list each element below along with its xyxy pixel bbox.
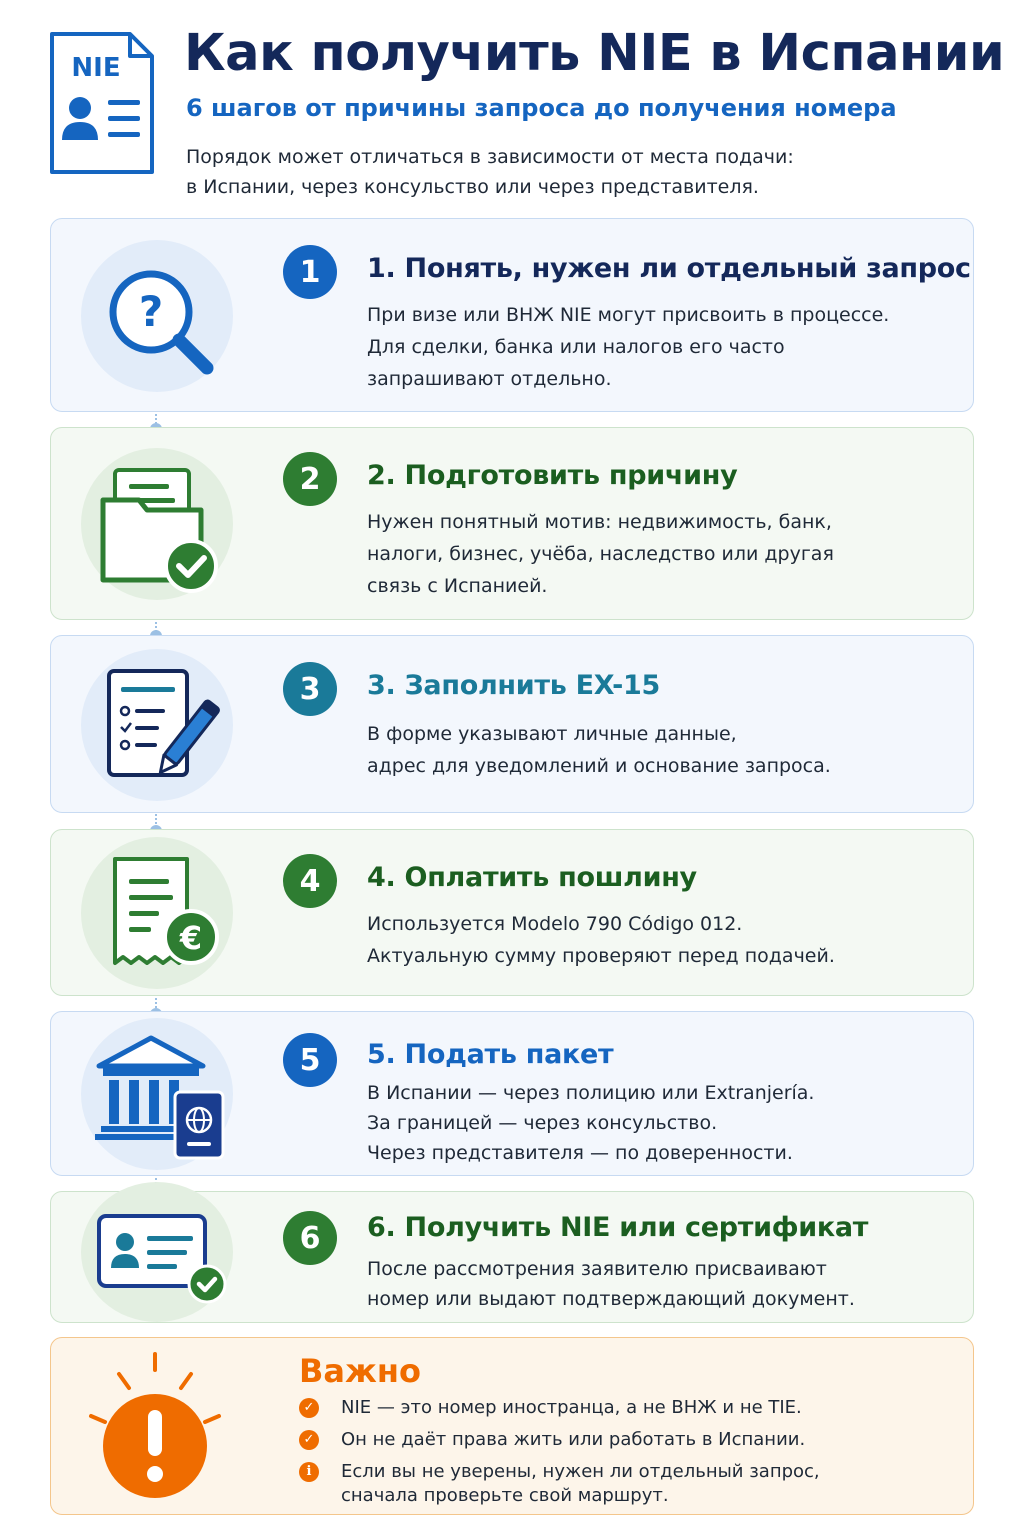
svg-text:?: ? — [138, 287, 164, 336]
step-line: В форме указывают личные данные, — [367, 723, 737, 745]
important-box — [50, 1337, 974, 1515]
step-icon-circle — [81, 240, 233, 392]
step-icon-circle — [81, 1182, 233, 1322]
step-line: Используется Modelo 790 Código 012. — [367, 913, 743, 935]
step-description — [367, 506, 957, 602]
folder-check-icon — [81, 448, 233, 600]
nie-document-icon — [48, 30, 156, 176]
form-pen-icon — [81, 649, 233, 801]
step-icon-circle — [81, 837, 233, 989]
step-line: Через представителя — по доверенности. — [367, 1142, 793, 1164]
check-icon: ✓ — [299, 1430, 319, 1450]
important-line: Он не даёт права жить или работать в Испании. — [341, 1429, 806, 1450]
step-number-badge: 5 — [283, 1033, 337, 1087]
important-line: сначала проверьте свой маршрут. — [341, 1485, 669, 1506]
header — [0, 0, 1024, 210]
important-line: Если вы не уверены, нужен ли отдельный запрос, — [341, 1461, 820, 1482]
step-line: После рассмотрения заявителю присваивают — [367, 1258, 827, 1280]
note-line: в Испании, через консульство или через представителя. — [186, 176, 759, 198]
step-number-badge: 1 — [283, 245, 337, 299]
step-line: адрес для уведомлений и основание запроса. — [367, 755, 831, 777]
step-line: В Испании — через полицию или Extranjería. — [367, 1082, 815, 1104]
note-line: Порядок может отличаться в зависимости от места подачи: — [186, 146, 794, 168]
step-number-badge: 2 — [283, 452, 337, 506]
step-number-badge: 4 — [283, 854, 337, 908]
step-description — [367, 908, 957, 972]
step-icon-circle — [81, 448, 233, 600]
step-line: При визе или ВНЖ NIE могут присвоить в процессе. — [367, 304, 890, 326]
step-card-4 — [50, 829, 974, 996]
svg-text:€: € — [179, 919, 203, 957]
important-line: NIE — это номер иностранца, а не ВНЖ и не TIE. — [341, 1397, 802, 1418]
page-subtitle: 6 шагов от причины запроса до получения номера — [186, 94, 897, 122]
step-title: 2. Подготовить причину — [367, 460, 738, 491]
important-title: Важно — [299, 1352, 421, 1390]
step-line: налоги, бизнес, учёба, наследство или другая — [367, 543, 834, 565]
step-icon-circle — [81, 649, 233, 801]
step-description — [367, 718, 957, 782]
step-icon-circle — [81, 1018, 233, 1170]
step-line: запрашивают отдельно. — [367, 368, 612, 390]
step-card-6 — [50, 1191, 974, 1323]
step-description — [367, 299, 957, 395]
step-number-badge: 6 — [283, 1211, 337, 1265]
receipt-euro-icon — [81, 837, 233, 989]
step-description — [367, 1254, 957, 1314]
step-number-badge: 3 — [283, 662, 337, 716]
building-passport-icon — [81, 1018, 233, 1170]
important-item — [299, 1396, 820, 1420]
step-card-5 — [50, 1011, 974, 1176]
step-line: Для сделки, банка или налогов его часто — [367, 336, 785, 358]
check-icon: ✓ — [299, 1398, 319, 1418]
step-card-3 — [50, 635, 974, 813]
doc-icon-label: NIE — [71, 53, 121, 83]
step-card-2 — [50, 427, 974, 620]
step-title: 5. Подать пакет — [367, 1039, 614, 1070]
step-description — [367, 1078, 957, 1168]
step-line: связь с Испанией. — [367, 575, 548, 597]
id-card-check-icon — [81, 1182, 233, 1322]
important-list — [299, 1396, 820, 1516]
step-title: 1. Понять, нужен ли отдельный запрос — [367, 253, 971, 284]
important-item — [299, 1428, 820, 1452]
step-title: 4. Оплатить пошлину — [367, 862, 697, 893]
step-card-1 — [50, 218, 974, 412]
step-title: 3. Заполнить EX-15 — [367, 670, 660, 701]
info-icon: i — [299, 1462, 319, 1482]
header-note — [186, 142, 794, 202]
step-line: Нужен понятный мотив: недвижимость, банк, — [367, 511, 832, 533]
exclamation-icon — [81, 1350, 271, 1502]
question-magnifier-icon — [81, 240, 233, 392]
step-title: 6. Получить NIE или сертификат — [367, 1212, 869, 1243]
page-title: Как получить NIE в Испании — [184, 24, 1005, 83]
step-line: номер или выдают подтверждающий документ. — [367, 1288, 855, 1310]
important-item — [299, 1460, 820, 1508]
step-line: За границей — через консульство. — [367, 1112, 718, 1134]
step-line: Актуальную сумму проверяют перед подачей. — [367, 945, 835, 967]
